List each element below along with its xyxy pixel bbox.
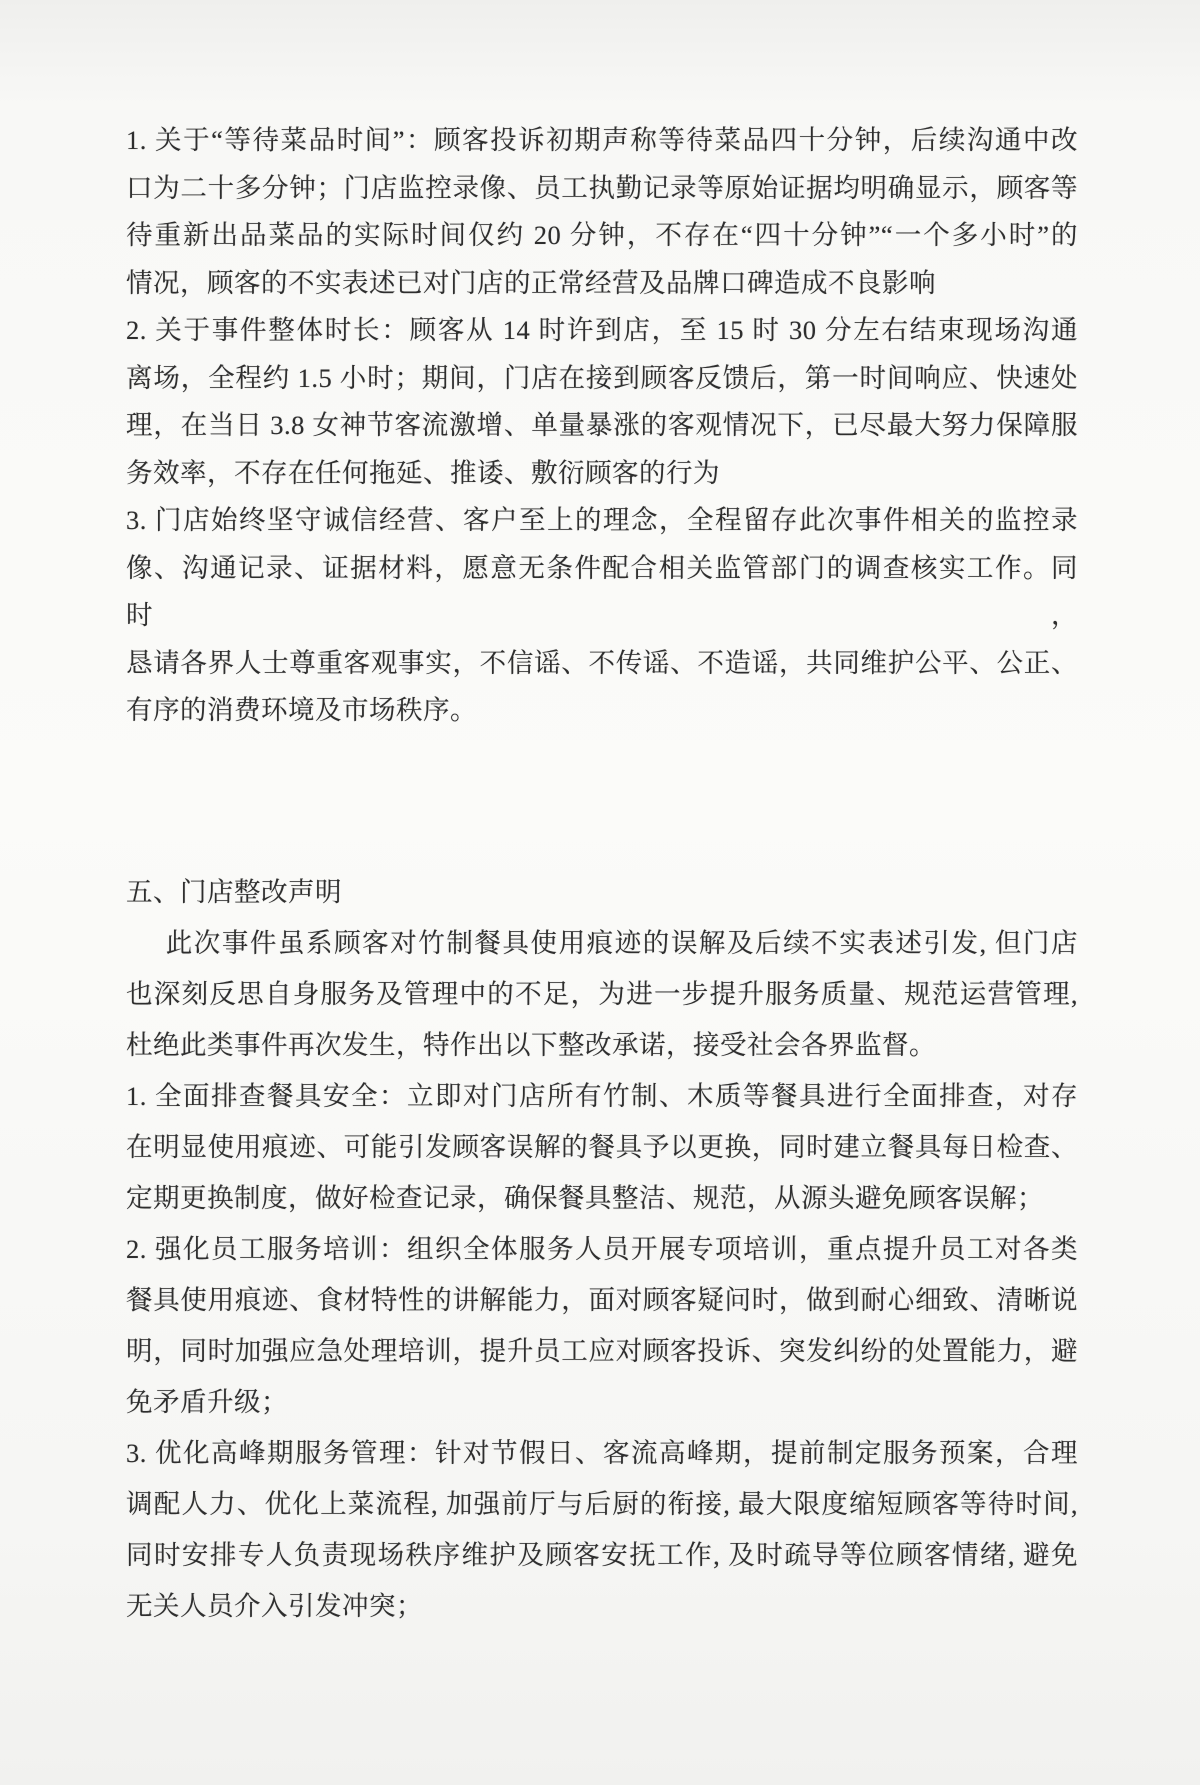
text-line: 免矛盾升级； — [126, 1386, 288, 1417]
paragraph — [126, 1224, 1078, 1428]
section-rectification-statement — [126, 867, 1078, 1632]
text-line: 1. 全面排查餐具安全：立即对门店所有竹制、木质等餐具进行全面排查，对存 — [126, 1080, 1078, 1111]
text-line: 务效率，不存在任何拖延、推诿、敷衍顾客的行为 — [126, 457, 720, 488]
text-line: 在明显使用痕迹、可能引发顾客误解的餐具予以更换，同时建立餐具每日检查、 — [126, 1131, 1078, 1162]
text-line: 理，在当日 3.8 女神节客流激增、单量暴涨的客观情况下，已尽最大努力保障服 — [126, 410, 1078, 440]
text-line: 恳请各界人士尊重客观事实，不信谣、不传谣、不造谣，共同维护公平、公正、 — [126, 647, 1078, 678]
text-line: 明，同时加强应急处理培训，提升员工应对顾客投诉、突发纠纷的处置能力，避 — [126, 1335, 1078, 1366]
paragraph — [126, 117, 1078, 307]
paragraph — [126, 497, 1078, 735]
text-line: 像、沟通记录、证据材料，愿意无条件配合相关监管部门的调查核实工作。同时， — [126, 552, 1078, 630]
text-line: 定期更换制度，做好检查记录，确保餐具整洁、规范，从源头避免顾客误解； — [126, 1182, 1044, 1213]
text-line: 无关人员介入引发冲突； — [126, 1590, 423, 1621]
text-line: 此次事件虽系顾客对竹制餐具使用痕迹的误解及后续不实表述引发, 但门店 — [165, 927, 1078, 958]
text-line: 离场，全程约 1.5 小时；期间，门店在接到顾客反馈后，第一时间响应、快速处 — [126, 362, 1078, 393]
text-line: 2. 关于事件整体时长：顾客从 14 时许到店，至 15 时 30 分左右结束现场沟通 — [126, 315, 1078, 345]
text-line: 餐具使用痕迹、食材特性的讲解能力，面对顾客疑问时，做到耐心细致、清晰说 — [126, 1284, 1078, 1315]
text-line: 口为二十多分钟；门店监控录像、员工执勤记录等原始证据均明确显示，顾客等 — [126, 172, 1078, 203]
text-line: 3. 门店始终坚守诚信经营、客户至上的理念，全程留存此次事件相关的监控录 — [126, 505, 1078, 535]
rectification-paragraphs — [126, 918, 1078, 1632]
text-line: 有序的消费环境及市场秩序。 — [126, 695, 477, 725]
paragraph — [126, 918, 1078, 1071]
text-line: 调配人力、优化上菜流程, 加强前厅与后厨的衔接, 最大限度缩短顾客等待时间, — [126, 1488, 1078, 1519]
text-line: 3. 优化高峰期服务管理：针对节假日、客流高峰期，提前制定服务预案，合理 — [126, 1437, 1078, 1468]
section-statement-points — [126, 117, 1078, 735]
paragraph — [126, 1428, 1078, 1632]
text-line: 2. 强化员工服务培训：组织全体服务人员开展专项培训，重点提升员工对各类 — [126, 1233, 1078, 1264]
text-line: 1. 关于“等待菜品时间”：顾客投诉初期声称等待菜品四十分钟，后续沟通中改 — [126, 125, 1078, 155]
statement-points-paragraphs — [126, 117, 1078, 735]
text-line: 同时安排专人负责现场秩序维护及顾客安抚工作, 及时疏导等位顾客情绪, 避免 — [126, 1539, 1078, 1570]
text-line: 杜绝此类事件再次发生，特作出以下整改承诺，接受社会各界监督。 — [126, 1029, 936, 1060]
text-line: 情况，顾客的不实表述已对门店的正常经营及品牌口碑造成不良影响 — [126, 267, 936, 298]
text-line: 待重新出品菜品的实际时间仅约 20 分钟，不存在“四十分钟”“一个多小时”的 — [126, 220, 1078, 250]
section-heading: 五、门店整改声明 — [126, 876, 342, 907]
document-content — [126, 117, 1078, 1632]
paragraph — [126, 1071, 1078, 1224]
paragraph — [126, 307, 1078, 497]
text-line: 也深刻反思自身服务及管理中的不足，为进一步提升服务质量、规范运营管理, — [126, 978, 1078, 1009]
